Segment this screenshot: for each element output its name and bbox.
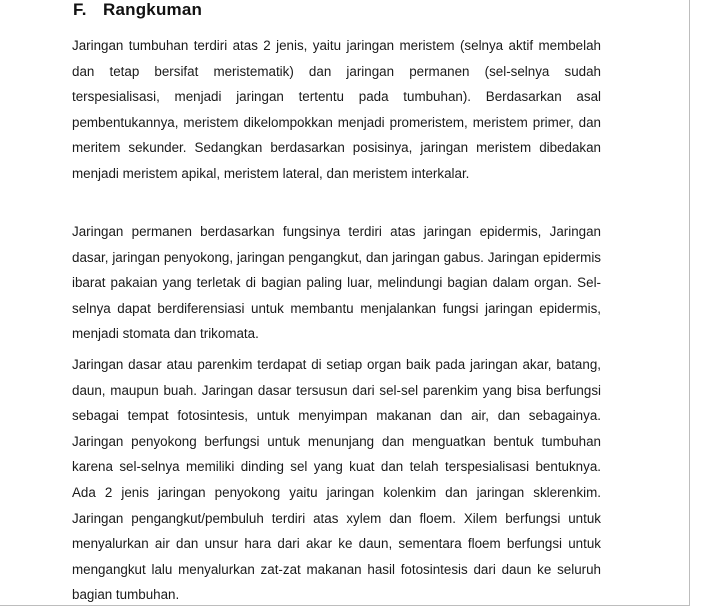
paragraph-parenkim: Jaringan dasar atau parenkim terdapat di setiap organ baik pada jaringan akar, batang, daun, maupun buah. Jaringan dasar tersusun dari sel-sel parenkim yang bisa berfungsi sebagai tempat fotosintesis, untuk menyimpan makanan dan air, dan sebagainya. Jaringan penyokong berfungsi untuk menunjang dan menguatkan bentuk tumbuhan karena sel-selnya memiliki dinding sel yang kuat dan telah terspesialisasi bentuknya. Ada 2 jenis jaringan penyokong yaitu jaringan kolenkim dan jaringan sklerenkim. Jaringan pengangkut/pembuluh terdiri atas xylem dan floem. Xilem berfungsi untuk menyalurkan air dan unsur hara dari akar ke daun, sementara floem berfungsi untuk mengangkut lalu menyalurkan zat-zat makanan hasil fotosintesis dari daun ke seluruh bagian tumbuhan.	[72, 357, 601, 603]
paragraph-meristem: Jaringan tumbuhan terdiri atas 2 jenis, yaitu jaringan meristem (selnya aktif membelah dan tetap bersifat meristematik) dan jaringan permanen (sel-selnya sudah terspesialisasi, menjadi jaringan tertentu pada tumbuhan). Berdasarkan asal pembentukannya, meristem dikelompokkan menjadi promeristem, meristem primer, dan meritem sekunder. Sedangkan berdasarkan posisinya, jaringan meristem dibedakan menjadi meristem apikal, meristem lateral, dan meristem interkalar.	[72, 38, 601, 181]
page-right-border	[689, 0, 690, 606]
section-heading	[73, 0, 202, 20]
section-title: Rangkuman	[103, 0, 203, 19]
section-number: F.	[73, 0, 87, 19]
paragraph-permanen: Jaringan permanen berdasarkan fungsinya terdiri atas jaringan epidermis, Jaringan dasar, jaringan penyokong, jaringan pengangkut, dan jaringan gabus. Jaringan epidermis ibarat pakaian yang terletak di bagian paling luar, melindungi bagian dalam organ. Sel-selnya dapat berdiferensiasi untuk membantu menjalankan fungsi jaringan epidermis, menjadi stomata dan trikomata.	[72, 224, 601, 342]
page-bottom-border	[0, 605, 690, 606]
